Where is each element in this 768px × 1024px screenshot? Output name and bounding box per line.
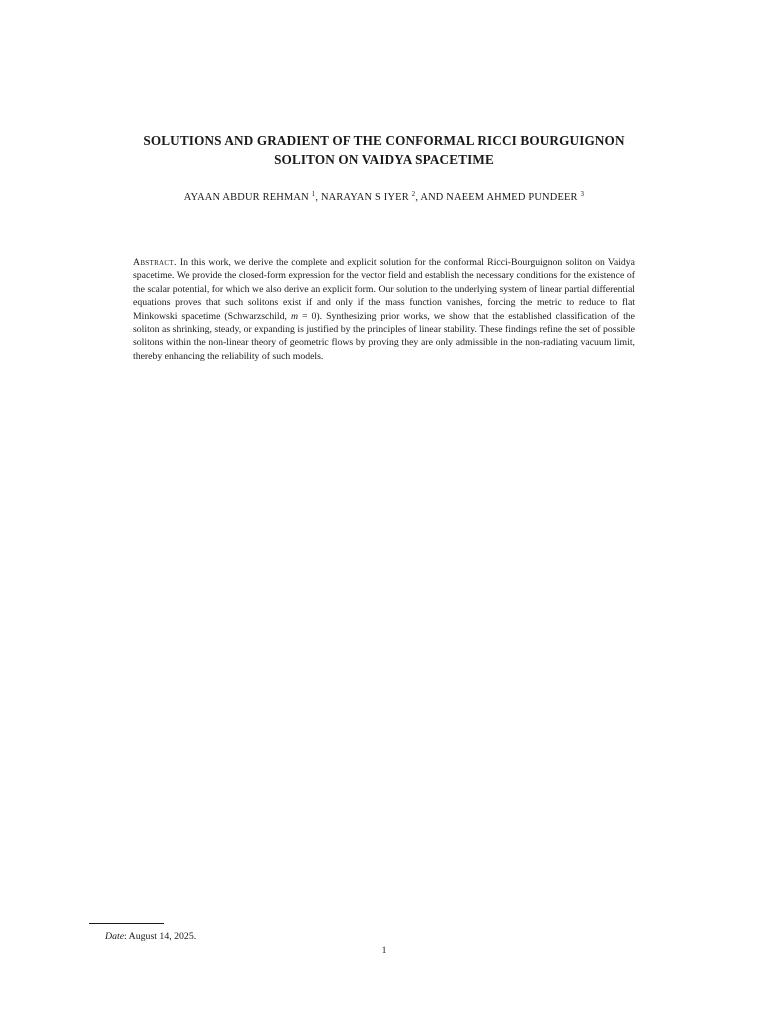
- abstract: [133, 256, 635, 363]
- footnote-value: : August 14, 2025.: [124, 931, 197, 942]
- author-separator: ,: [315, 192, 321, 203]
- affiliation-mark: 1: [311, 190, 316, 198]
- author-name: AYAAN ABDUR REHMAN: [183, 192, 309, 203]
- affiliation-mark: 2: [411, 190, 416, 198]
- author-name: NAEEM AHMED PUNDEER: [446, 192, 578, 203]
- author-list: [80, 191, 688, 205]
- title-line-1: SOLUTIONS AND GRADIENT OF THE CONFORMAL RICCI BOURGUIGNON: [143, 133, 625, 148]
- page-number: 1: [381, 945, 387, 956]
- footnote-rule: [89, 923, 164, 924]
- paper-title: [80, 131, 688, 169]
- abstract-label: Abstract.: [133, 257, 177, 268]
- abstract-math-symbol: m: [290, 310, 299, 322]
- date-footnote: [105, 930, 196, 943]
- footnote-label: Date: [105, 931, 125, 942]
- title-line-2: SOLITON ON VAIDYA SPACETIME: [274, 152, 494, 167]
- author-name: NARAYAN S IYER: [320, 192, 409, 203]
- affiliation-mark: 3: [580, 190, 585, 198]
- abstract-text-part-1: In this work, we derive the complete and explicit solution for the conformal Ricci-Bourguignon soliton on Vaidya spacetime. We provide the closed-form expression for the vector field and establish the necessary conditions for the existence of the scalar potential, for which we also derive an explicit form. Our solution to the underlying system of linear partial differential equations proves that such solitons exist if and only if the mass function vanishes, forcing the metric to reduce to flat Minkowski spacetime (Schwarzschild,: [133, 257, 635, 322]
- author-separator: , AND: [415, 192, 447, 203]
- abstract-text-part-2: = 0). Synthesizing prior works, we show that the established classification of the soliton as shrinking, steady, or expanding is justified by the principles of linear stability. These findings refine the set of possible solitons within the non-linear theory of geometric flows by proving they are only admissible in the non-radiating vacuum limit, thereby enhancing the reliability of such models.: [133, 310, 636, 362]
